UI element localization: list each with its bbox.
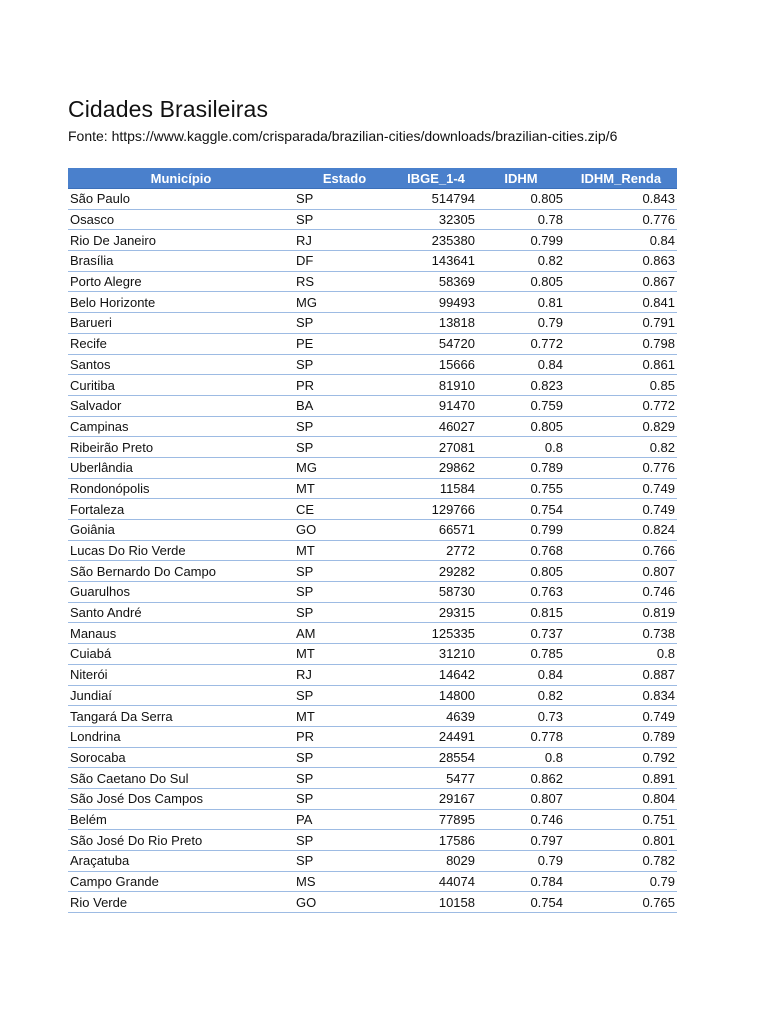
idhm-cell: 0.737 — [477, 623, 565, 644]
idhm-renda-cell: 0.863 — [565, 251, 677, 272]
estado-cell: GO — [294, 520, 395, 541]
idhm-cell: 0.805 — [477, 416, 565, 437]
ibge-cell: 46027 — [395, 416, 477, 437]
column-header-ibge: IBGE_1-4 — [395, 168, 477, 189]
municipio-cell: Recife — [68, 333, 294, 354]
estado-cell: RJ — [294, 230, 395, 251]
idhm-renda-cell: 0.749 — [565, 706, 677, 727]
estado-cell: MG — [294, 457, 395, 478]
municipio-cell: Osasco — [68, 209, 294, 230]
table-row — [68, 478, 677, 499]
idhm-cell: 0.79 — [477, 851, 565, 872]
idhm-cell: 0.815 — [477, 602, 565, 623]
column-header-idhm: IDHM — [477, 168, 565, 189]
municipio-cell: Guarulhos — [68, 582, 294, 603]
municipio-cell: São Paulo — [68, 189, 294, 210]
idhm-renda-cell: 0.789 — [565, 726, 677, 747]
ibge-cell: 11584 — [395, 478, 477, 499]
municipio-cell: Sorocaba — [68, 747, 294, 768]
idhm-renda-cell: 0.841 — [565, 292, 677, 313]
municipio-cell: Belém — [68, 809, 294, 830]
ibge-cell: 13818 — [395, 313, 477, 334]
table-row — [68, 271, 677, 292]
municipio-cell: Campinas — [68, 416, 294, 437]
estado-cell: SP — [294, 209, 395, 230]
estado-cell: MT — [294, 540, 395, 561]
idhm-cell: 0.768 — [477, 540, 565, 561]
municipio-cell: Porto Alegre — [68, 271, 294, 292]
ibge-cell: 10158 — [395, 892, 477, 913]
idhm-cell: 0.73 — [477, 706, 565, 727]
estado-cell: MS — [294, 871, 395, 892]
table-row — [68, 251, 677, 272]
idhm-cell: 0.785 — [477, 644, 565, 665]
ibge-cell: 29282 — [395, 561, 477, 582]
ibge-cell: 91470 — [395, 395, 477, 416]
table-row — [68, 561, 677, 582]
idhm-cell: 0.78 — [477, 209, 565, 230]
municipio-cell: Rio De Janeiro — [68, 230, 294, 251]
document-title: Cidades Brasileiras — [68, 96, 269, 122]
table-row — [68, 830, 677, 851]
table-row — [68, 809, 677, 830]
estado-cell: MT — [294, 706, 395, 727]
idhm-cell: 0.799 — [477, 520, 565, 541]
ibge-cell: 31210 — [395, 644, 477, 665]
column-header-estado: Estado — [294, 168, 395, 189]
idhm-cell: 0.805 — [477, 561, 565, 582]
estado-cell: SP — [294, 582, 395, 603]
estado-cell: SP — [294, 354, 395, 375]
table-row — [68, 230, 677, 251]
estado-cell: SP — [294, 788, 395, 809]
estado-cell: GO — [294, 892, 395, 913]
municipio-cell: Santos — [68, 354, 294, 375]
estado-cell: MT — [294, 644, 395, 665]
ibge-cell: 143641 — [395, 251, 477, 272]
estado-cell: AM — [294, 623, 395, 644]
ibge-cell: 15666 — [395, 354, 477, 375]
idhm-renda-cell: 0.82 — [565, 437, 677, 458]
idhm-renda-cell: 0.861 — [565, 354, 677, 375]
ibge-cell: 81910 — [395, 375, 477, 396]
table-row — [68, 437, 677, 458]
idhm-renda-cell: 0.819 — [565, 602, 677, 623]
municipio-cell: Salvador — [68, 395, 294, 416]
idhm-cell: 0.797 — [477, 830, 565, 851]
idhm-cell: 0.84 — [477, 664, 565, 685]
ibge-cell: 17586 — [395, 830, 477, 851]
ibge-cell: 24491 — [395, 726, 477, 747]
idhm-renda-cell: 0.85 — [565, 375, 677, 396]
idhm-renda-cell: 0.84 — [565, 230, 677, 251]
ibge-cell: 235380 — [395, 230, 477, 251]
table-row — [68, 644, 677, 665]
idhm-cell: 0.807 — [477, 788, 565, 809]
idhm-cell: 0.759 — [477, 395, 565, 416]
table-row — [68, 354, 677, 375]
estado-cell: SP — [294, 416, 395, 437]
ibge-cell: 2772 — [395, 540, 477, 561]
ibge-cell: 58369 — [395, 271, 477, 292]
ibge-cell: 29315 — [395, 602, 477, 623]
idhm-renda-cell: 0.801 — [565, 830, 677, 851]
idhm-renda-cell: 0.772 — [565, 395, 677, 416]
estado-cell: SP — [294, 830, 395, 851]
estado-cell: PR — [294, 375, 395, 396]
ibge-cell: 14800 — [395, 685, 477, 706]
estado-cell: BA — [294, 395, 395, 416]
idhm-cell: 0.823 — [477, 375, 565, 396]
idhm-cell: 0.755 — [477, 478, 565, 499]
municipio-cell: Fortaleza — [68, 499, 294, 520]
table-header-row — [68, 168, 677, 189]
ibge-cell: 8029 — [395, 851, 477, 872]
ibge-cell: 58730 — [395, 582, 477, 603]
idhm-cell: 0.772 — [477, 333, 565, 354]
table-row — [68, 892, 677, 913]
ibge-cell: 14642 — [395, 664, 477, 685]
table-row — [68, 664, 677, 685]
estado-cell: MG — [294, 292, 395, 313]
ibge-cell: 29862 — [395, 457, 477, 478]
ibge-cell: 99493 — [395, 292, 477, 313]
municipio-cell: Cuiabá — [68, 644, 294, 665]
ibge-cell: 4639 — [395, 706, 477, 727]
idhm-renda-cell: 0.887 — [565, 664, 677, 685]
municipio-cell: Jundiaí — [68, 685, 294, 706]
idhm-cell: 0.746 — [477, 809, 565, 830]
municipio-cell: Araçatuba — [68, 851, 294, 872]
idhm-renda-cell: 0.792 — [565, 747, 677, 768]
municipio-cell: Rondonópolis — [68, 478, 294, 499]
idhm-renda-cell: 0.746 — [565, 582, 677, 603]
table-row — [68, 395, 677, 416]
ibge-cell: 29167 — [395, 788, 477, 809]
idhm-cell: 0.784 — [477, 871, 565, 892]
idhm-renda-cell: 0.776 — [565, 457, 677, 478]
idhm-renda-cell: 0.834 — [565, 685, 677, 706]
municipio-cell: Uberlândia — [68, 457, 294, 478]
table-row — [68, 582, 677, 603]
table-row — [68, 292, 677, 313]
table-row — [68, 375, 677, 396]
municipio-cell: Lucas Do Rio Verde — [68, 540, 294, 561]
idhm-renda-cell: 0.782 — [565, 851, 677, 872]
table-row — [68, 520, 677, 541]
table-row — [68, 602, 677, 623]
ibge-cell: 44074 — [395, 871, 477, 892]
municipio-cell: São José Do Rio Preto — [68, 830, 294, 851]
municipio-cell: Londrina — [68, 726, 294, 747]
idhm-cell: 0.79 — [477, 313, 565, 334]
idhm-renda-cell: 0.807 — [565, 561, 677, 582]
idhm-renda-cell: 0.766 — [565, 540, 677, 561]
ibge-cell: 54720 — [395, 333, 477, 354]
table-row — [68, 540, 677, 561]
idhm-renda-cell: 0.829 — [565, 416, 677, 437]
table-row — [68, 499, 677, 520]
ibge-cell: 77895 — [395, 809, 477, 830]
cities-table — [68, 168, 677, 913]
table-row — [68, 457, 677, 478]
idhm-renda-cell: 0.749 — [565, 499, 677, 520]
municipio-cell: Campo Grande — [68, 871, 294, 892]
ibge-cell: 28554 — [395, 747, 477, 768]
estado-cell: SP — [294, 685, 395, 706]
municipio-cell: Niterói — [68, 664, 294, 685]
table-row — [68, 209, 677, 230]
ibge-cell: 32305 — [395, 209, 477, 230]
table-row — [68, 623, 677, 644]
ibge-cell: 514794 — [395, 189, 477, 210]
estado-cell: SP — [294, 437, 395, 458]
column-header-idhm-renda: IDHM_Renda — [565, 168, 677, 189]
table-row — [68, 189, 677, 210]
ibge-cell: 129766 — [395, 499, 477, 520]
estado-cell: DF — [294, 251, 395, 272]
table-row — [68, 726, 677, 747]
estado-cell: SP — [294, 561, 395, 582]
table-body — [68, 189, 677, 913]
table-row — [68, 871, 677, 892]
ibge-cell: 27081 — [395, 437, 477, 458]
table-row — [68, 788, 677, 809]
ibge-cell: 125335 — [395, 623, 477, 644]
idhm-cell: 0.799 — [477, 230, 565, 251]
estado-cell: SP — [294, 768, 395, 789]
municipio-cell: Belo Horizonte — [68, 292, 294, 313]
idhm-cell: 0.82 — [477, 685, 565, 706]
municipio-cell: Brasília — [68, 251, 294, 272]
municipio-cell: São Caetano Do Sul — [68, 768, 294, 789]
idhm-cell: 0.778 — [477, 726, 565, 747]
idhm-cell: 0.805 — [477, 271, 565, 292]
estado-cell: PR — [294, 726, 395, 747]
idhm-renda-cell: 0.867 — [565, 271, 677, 292]
municipio-cell: Tangará Da Serra — [68, 706, 294, 727]
idhm-renda-cell: 0.765 — [565, 892, 677, 913]
estado-cell: SP — [294, 602, 395, 623]
municipio-cell: Barueri — [68, 313, 294, 334]
idhm-renda-cell: 0.891 — [565, 768, 677, 789]
estado-cell: SP — [294, 747, 395, 768]
idhm-renda-cell: 0.776 — [565, 209, 677, 230]
idhm-cell: 0.754 — [477, 499, 565, 520]
municipio-cell: Curitiba — [68, 375, 294, 396]
idhm-renda-cell: 0.824 — [565, 520, 677, 541]
idhm-renda-cell: 0.749 — [565, 478, 677, 499]
idhm-cell: 0.81 — [477, 292, 565, 313]
idhm-renda-cell: 0.843 — [565, 189, 677, 210]
table-row — [68, 706, 677, 727]
idhm-renda-cell: 0.751 — [565, 809, 677, 830]
estado-cell: SP — [294, 189, 395, 210]
municipio-cell: Goiânia — [68, 520, 294, 541]
table-row — [68, 685, 677, 706]
table-row — [68, 313, 677, 334]
table-row — [68, 851, 677, 872]
source-citation: Fonte: https://www.kaggle.com/crisparada/brazilian-cities/downloads/brazilian-cities.zip/6 — [68, 128, 618, 144]
table-row — [68, 768, 677, 789]
ibge-cell: 5477 — [395, 768, 477, 789]
table-row — [68, 333, 677, 354]
municipio-cell: Rio Verde — [68, 892, 294, 913]
column-header-municipio: Município — [68, 168, 294, 189]
idhm-cell: 0.8 — [477, 437, 565, 458]
estado-cell: RS — [294, 271, 395, 292]
idhm-cell: 0.805 — [477, 189, 565, 210]
idhm-cell: 0.862 — [477, 768, 565, 789]
idhm-renda-cell: 0.798 — [565, 333, 677, 354]
idhm-cell: 0.8 — [477, 747, 565, 768]
idhm-cell: 0.82 — [477, 251, 565, 272]
idhm-cell: 0.789 — [477, 457, 565, 478]
estado-cell: PA — [294, 809, 395, 830]
estado-cell: SP — [294, 313, 395, 334]
table-row — [68, 416, 677, 437]
municipio-cell: São José Dos Campos — [68, 788, 294, 809]
estado-cell: RJ — [294, 664, 395, 685]
table-row — [68, 747, 677, 768]
estado-cell: SP — [294, 851, 395, 872]
estado-cell: CE — [294, 499, 395, 520]
idhm-renda-cell: 0.79 — [565, 871, 677, 892]
estado-cell: MT — [294, 478, 395, 499]
idhm-renda-cell: 0.738 — [565, 623, 677, 644]
idhm-renda-cell: 0.804 — [565, 788, 677, 809]
idhm-renda-cell: 0.8 — [565, 644, 677, 665]
idhm-cell: 0.84 — [477, 354, 565, 375]
ibge-cell: 66571 — [395, 520, 477, 541]
idhm-cell: 0.754 — [477, 892, 565, 913]
municipio-cell: Manaus — [68, 623, 294, 644]
idhm-cell: 0.763 — [477, 582, 565, 603]
municipio-cell: São Bernardo Do Campo — [68, 561, 294, 582]
estado-cell: PE — [294, 333, 395, 354]
idhm-renda-cell: 0.791 — [565, 313, 677, 334]
municipio-cell: Santo André — [68, 602, 294, 623]
municipio-cell: Ribeirão Preto — [68, 437, 294, 458]
